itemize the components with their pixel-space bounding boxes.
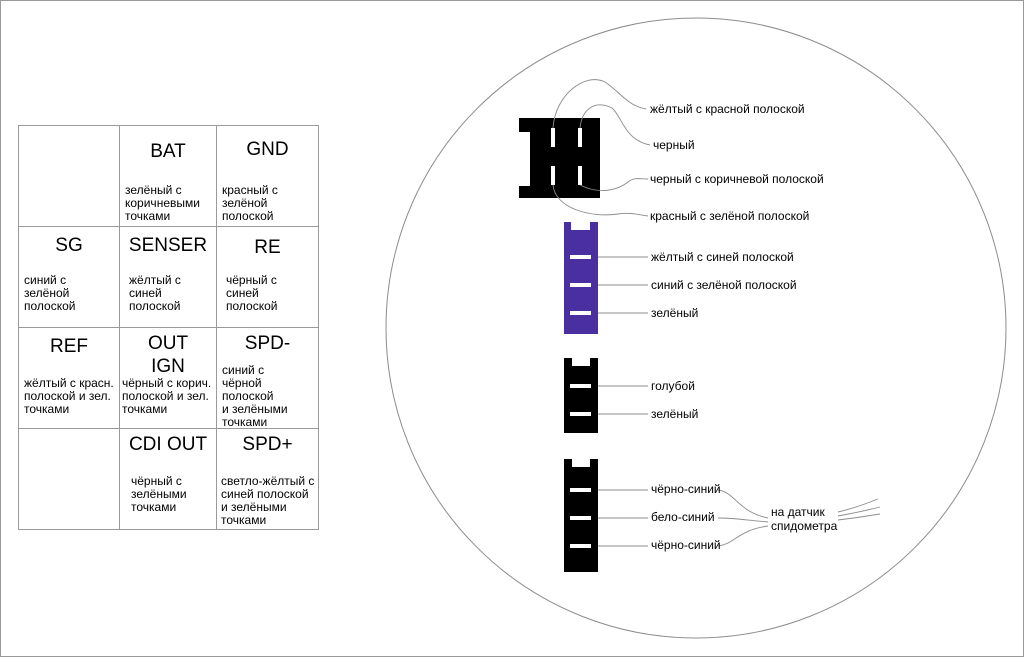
wire-color: светло-жёлтый с синей полоской и зелёными точками <box>221 474 315 527</box>
connector-2-wires <box>598 257 648 313</box>
wire-label: черный с коричневой полоской <box>650 172 824 186</box>
connector-4-body <box>564 459 598 572</box>
wire-color: синий с чёрной полоской и зелёными точками <box>222 363 288 429</box>
wire-label: голубой <box>651 379 695 393</box>
pin-code: BAT <box>150 141 186 162</box>
connector-1 <box>519 118 600 198</box>
wire-label: бело-синий <box>651 510 715 524</box>
pin-code: RE <box>254 237 281 258</box>
wire-label: жёлтый с красной полоской <box>650 102 805 116</box>
connector-3-body <box>564 358 598 433</box>
connector-2 <box>564 222 598 334</box>
wire-line <box>718 518 768 522</box>
pin-code: SENSER <box>128 235 208 256</box>
pin-code: SG <box>55 235 83 256</box>
pin-code: OUT IGN <box>147 333 189 377</box>
sensor-label: на датчик спидометра <box>771 505 838 533</box>
wire-label: чёрно-синий <box>651 482 721 496</box>
pin-code: GND <box>246 139 289 160</box>
wire-color: жёлтый с красн. полоской и зел. точками <box>24 376 114 416</box>
connector-4 <box>564 459 598 572</box>
wire-line <box>838 499 878 512</box>
wire-color: красный с зелёной полоской <box>222 183 278 223</box>
wire-color: жёлтый с синей полоской <box>129 273 181 313</box>
wire-color: чёрный с синей полоской <box>226 273 278 313</box>
wire-line <box>718 490 768 518</box>
wire-color: чёрный с корич. полоской и зел. точками <box>122 376 212 416</box>
wire-color: зелёный с коричневыми точками <box>125 183 200 223</box>
wire-color: синий с зелёной полоской <box>24 273 76 313</box>
wire-label: зелёный <box>651 407 699 421</box>
wire-label: чёрно-синий <box>651 538 721 552</box>
connector-1-body <box>519 118 600 198</box>
wire-label: синий с зелёной полоской <box>651 278 797 292</box>
pin-code: SPD- <box>244 333 291 354</box>
connector-3 <box>564 358 598 433</box>
pin-code: SPD+ <box>242 434 293 455</box>
pin-code: CDI OUT <box>128 434 208 455</box>
wire-label: зелёный <box>651 306 699 320</box>
pin-code: REF <box>50 336 88 357</box>
wire-color: чёрный с зелёными точками <box>131 474 187 514</box>
connector-2-body <box>564 222 598 334</box>
wire-label: черный <box>653 138 695 152</box>
connector-4-wires <box>598 490 880 546</box>
wire-label: красный с зелёной полоской <box>650 209 810 223</box>
wire-line <box>718 526 768 546</box>
connector-3-wires <box>598 386 648 414</box>
wire-label: жёлтый с синей полоской <box>651 250 794 264</box>
